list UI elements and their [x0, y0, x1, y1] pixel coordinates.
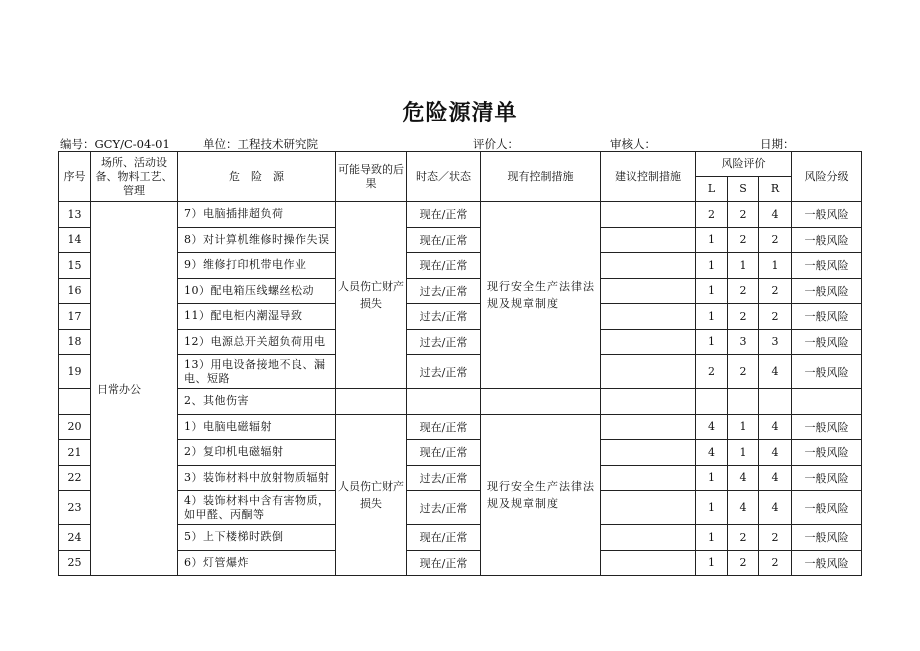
level-cell: 一般风险: [792, 227, 862, 253]
l-cell: 1: [696, 304, 728, 330]
level-cell: 一般风险: [792, 304, 862, 330]
hazard-cell: 2）复印机电磁辐射: [178, 440, 336, 466]
r-cell: 2: [759, 227, 792, 253]
hazard-table: [58, 151, 862, 576]
s-cell: 2: [728, 525, 759, 551]
l-cell: 4: [696, 440, 728, 466]
state-cell: 过去/正常: [407, 465, 481, 491]
s-cell: 1: [728, 253, 759, 279]
table-row: [59, 414, 862, 440]
seq-cell: 18: [59, 329, 91, 355]
state-cell: 现在/正常: [407, 227, 481, 253]
level-cell: 一般风险: [792, 329, 862, 355]
suggested-control-cell: [601, 278, 696, 304]
hazard-cell: 9）维修打印机带电作业: [178, 253, 336, 279]
l-cell: 1: [696, 550, 728, 576]
seq-cell: 19: [59, 355, 91, 389]
hazard-cell: 4）装饰材料中含有害物质，如甲醛、丙酮等: [178, 491, 336, 525]
seq-cell: 13: [59, 202, 91, 228]
state-cell: 现在/正常: [407, 414, 481, 440]
seq-cell: 22: [59, 465, 91, 491]
table-row: [59, 227, 862, 253]
col-header-seq: 序号: [59, 152, 91, 202]
seq-cell: 17: [59, 304, 91, 330]
suggested-control-cell: [601, 491, 696, 525]
hazard-cell: 8）对计算机维修时操作失误: [178, 227, 336, 253]
state-cell: 过去/正常: [407, 304, 481, 330]
hazard-cell: 11）配电柜内潮湿导致: [178, 304, 336, 330]
seq-cell: 20: [59, 414, 91, 440]
col-header-consequence: 可能导致的后果: [336, 152, 407, 202]
r-cell: 4: [759, 202, 792, 228]
assessor-label: 评价人：: [473, 137, 519, 151]
l-cell: 1: [696, 253, 728, 279]
suggested-control-cell: [601, 304, 696, 330]
s-cell: 2: [728, 550, 759, 576]
l-cell: 1: [696, 465, 728, 491]
table-row: [59, 465, 862, 491]
suggested-control-cell: [601, 202, 696, 228]
level-cell: 一般风险: [792, 491, 862, 525]
consequence-cell: [336, 389, 407, 415]
table-row: [59, 491, 862, 525]
col-header-place: 场所、活动设备、物料工艺、管理: [91, 152, 178, 202]
col-header-existing: 现有控制措施: [481, 152, 601, 202]
state-cell: 过去/正常: [407, 355, 481, 389]
hazard-cell: 5）上下楼梯时跌倒: [178, 525, 336, 551]
s-cell: 2: [728, 355, 759, 389]
table-row: [59, 550, 862, 576]
col-header-s: S: [728, 177, 759, 202]
level-cell: 一般风险: [792, 440, 862, 466]
r-cell: 4: [759, 465, 792, 491]
col-header-hazard: 危 险 源: [178, 152, 336, 202]
seq-cell: [59, 389, 91, 415]
seq-cell: 14: [59, 227, 91, 253]
section-label: 2、其他伤害: [178, 389, 336, 415]
seq-cell: 24: [59, 525, 91, 551]
col-header-risk-eval: 风险评价: [696, 152, 792, 177]
table-row: [59, 329, 862, 355]
unit-name: 单位：工程技术研究院: [203, 137, 318, 151]
suggested-control-cell: [601, 227, 696, 253]
table-row: [59, 304, 862, 330]
hazard-cell: 3）装饰材料中放射物质辐射: [178, 465, 336, 491]
col-header-level: 风险分级: [792, 152, 862, 202]
s-cell: 1: [728, 440, 759, 466]
l-cell: 2: [696, 202, 728, 228]
document-code: 编号：GCY/C-04-01: [60, 137, 170, 151]
seq-cell: 21: [59, 440, 91, 466]
level-cell: 一般风险: [792, 465, 862, 491]
r-cell: 2: [759, 304, 792, 330]
s-cell: 2: [728, 227, 759, 253]
l-cell: 2: [696, 355, 728, 389]
level-cell: 一般风险: [792, 525, 862, 551]
consequence-cell: 人员伤亡财产损失: [336, 414, 407, 576]
s-cell: 1: [728, 414, 759, 440]
level-cell: 一般风险: [792, 253, 862, 279]
seq-cell: 15: [59, 253, 91, 279]
suggested-control-cell: [601, 465, 696, 491]
l-cell: 1: [696, 329, 728, 355]
r-cell: [759, 389, 792, 415]
r-cell: 4: [759, 440, 792, 466]
s-cell: 3: [728, 329, 759, 355]
state-cell: 过去/正常: [407, 278, 481, 304]
s-cell: [728, 389, 759, 415]
s-cell: 4: [728, 491, 759, 525]
consequence-cell: 人员伤亡财产损失: [336, 202, 407, 389]
date-label: 日期：: [760, 137, 795, 151]
col-header-state: 时态／状态: [407, 152, 481, 202]
col-header-r: R: [759, 177, 792, 202]
level-cell: 一般风险: [792, 550, 862, 576]
l-cell: 1: [696, 525, 728, 551]
state-cell: 现在/正常: [407, 525, 481, 551]
hazard-cell: 12）电源总开关超负荷用电: [178, 329, 336, 355]
existing-control-cell: 现行安全生产法律法规及规章制度: [481, 414, 601, 576]
state-cell: 现在/正常: [407, 253, 481, 279]
hazard-cell: 13）用电设备接地不良、漏电、短路: [178, 355, 336, 389]
level-cell: 一般风险: [792, 202, 862, 228]
state-cell: 现在/正常: [407, 202, 481, 228]
table-row: [59, 278, 862, 304]
state-cell: 现在/正常: [407, 440, 481, 466]
existing-control-cell: 现行安全生产法律法规及规章制度: [481, 202, 601, 389]
table-row: [59, 525, 862, 551]
state-cell: 现在/正常: [407, 550, 481, 576]
table-row: [59, 253, 862, 279]
r-cell: 2: [759, 550, 792, 576]
suggested-control-cell: [601, 253, 696, 279]
seq-cell: 25: [59, 550, 91, 576]
level-cell: 一般风险: [792, 355, 862, 389]
suggested-control-cell: [601, 329, 696, 355]
l-cell: 1: [696, 227, 728, 253]
table-row: [59, 202, 862, 228]
level-cell: [792, 389, 862, 415]
hazard-cell: 1）电脑电磁辐射: [178, 414, 336, 440]
reviewer-label: 审核人：: [610, 137, 656, 151]
l-cell: 1: [696, 491, 728, 525]
r-cell: 2: [759, 525, 792, 551]
page-title: 危险源清单: [402, 101, 518, 126]
suggested-control-cell: [601, 355, 696, 389]
state-cell: 过去/正常: [407, 491, 481, 525]
r-cell: 4: [759, 491, 792, 525]
seq-cell: 23: [59, 491, 91, 525]
r-cell: 2: [759, 278, 792, 304]
table-row: [59, 355, 862, 389]
suggested-control-cell: [601, 550, 696, 576]
s-cell: 4: [728, 465, 759, 491]
section-row: [59, 389, 862, 415]
state-cell: 过去/正常: [407, 329, 481, 355]
suggested-control-cell: [601, 389, 696, 415]
suggested-control-cell: [601, 414, 696, 440]
place-cell: 日常办公: [91, 202, 178, 576]
l-cell: [696, 389, 728, 415]
state-cell: [407, 389, 481, 415]
hazard-cell: 7）电脑插排超负荷: [178, 202, 336, 228]
r-cell: 1: [759, 253, 792, 279]
s-cell: 2: [728, 304, 759, 330]
col-header-suggested: 建议控制措施: [601, 152, 696, 202]
r-cell: 3: [759, 329, 792, 355]
col-header-l: L: [696, 177, 728, 202]
r-cell: 4: [759, 414, 792, 440]
hazard-cell: 10）配电箱压线螺丝松动: [178, 278, 336, 304]
level-cell: 一般风险: [792, 414, 862, 440]
level-cell: 一般风险: [792, 278, 862, 304]
s-cell: 2: [728, 202, 759, 228]
existing-control-cell: [481, 389, 601, 415]
suggested-control-cell: [601, 440, 696, 466]
l-cell: 1: [696, 278, 728, 304]
r-cell: 4: [759, 355, 792, 389]
hazard-cell: 6）灯管爆炸: [178, 550, 336, 576]
suggested-control-cell: [601, 525, 696, 551]
table-row: [59, 440, 862, 466]
seq-cell: 16: [59, 278, 91, 304]
l-cell: 4: [696, 414, 728, 440]
s-cell: 2: [728, 278, 759, 304]
